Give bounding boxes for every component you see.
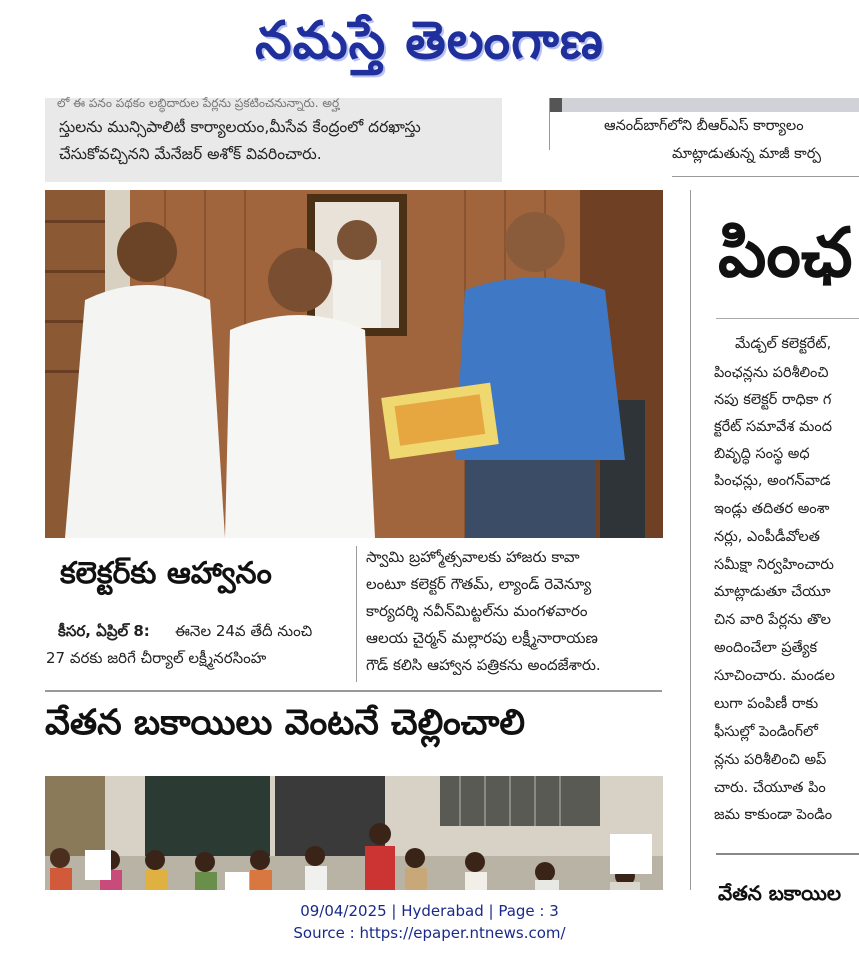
article-text-line: కార్యదర్శి నవీన్‌మిట్టల్‌ను మంగళవారం — [366, 602, 588, 620]
edition-info: 09/04/2025 | Hyderabad | Page : 3 — [300, 902, 559, 920]
photo-edge — [550, 98, 859, 112]
article-headline: వేతన బకాయిలు వెంటనే చెల్లించాలి — [45, 703, 525, 743]
snippet-line: చేసుకోవచ్చినని మేనేజర్ అశోక్ వివరించారు. — [59, 145, 322, 163]
cut-headline: వేతన బకాయిల — [718, 881, 842, 905]
article-text-line: పింఛన్లు, అంగన్‌వాడ — [714, 473, 831, 489]
article-text-line: ఫీసుల్లో పెండింగ్‌లో — [714, 724, 818, 740]
newspaper-title: నమస్తే తెలంగాణ — [255, 11, 604, 71]
article-text-line: అందించేలా ప్రత్యేక — [714, 640, 818, 656]
snippet-line: స్తులను మున్సిపాలిటీ కార్యాలయం,మీసేవ కేంద్రంలో దరఖాస్తు — [59, 118, 421, 136]
article-text-line: లంటూ కలెక్టర్ గౌతమ్, ల్యాండ్ రెవెన్యూ — [366, 575, 592, 593]
cut-text-line: లో ఈ పనం పథకం లబ్ధిదారుల పేర్లను ప్రకటించనున్నారు. అర్హ — [57, 96, 340, 110]
photo-caption: మాట్లాడుతున్న మాజీ కార్ప — [672, 146, 821, 162]
article-text-line: గౌడ్ కలిసి ఆహ్వాన పత్రికను అందజేశారు. — [366, 656, 601, 674]
photo-illustration — [45, 776, 663, 890]
column-divider — [549, 98, 550, 150]
article-text-line: సూచించారు. మండల — [714, 668, 835, 684]
article-text-line: ఈనెల 24వ తేదీ నుంచి — [175, 622, 313, 640]
news-photo — [45, 776, 663, 890]
article-text-line: సమీక్షా నిర్వహించారు — [714, 557, 834, 573]
dateline: కీసర, ఏప్రిల్ 8: — [58, 622, 150, 640]
article-text-line: 27 వరకు జరిగే చీర్యాల్ లక్ష్మీనరసింహ — [46, 649, 267, 667]
section-rule — [716, 318, 859, 319]
article-text-line: చారు. చేయూత పిం — [714, 780, 826, 796]
article-text-line: స్వామి బ్రహ్మోత్సవాలకు హాజరు కావా — [366, 548, 580, 566]
article-text-line: ఇండ్లు తదితర అంశా — [714, 501, 830, 517]
article-text-line: న్లను పరిశీలించి అప్ — [714, 752, 827, 768]
article-headline: పింఛ — [718, 214, 853, 293]
caption-rule — [672, 176, 859, 177]
article-headline: కలెక్టర్‌కు ఆహ్వానం — [60, 556, 272, 591]
article-text-line: లుగా పంపిణీ రాకు — [714, 696, 819, 712]
photo-illustration — [45, 190, 663, 538]
article-text-line: పింఛన్లను పరిశీలించి — [714, 365, 829, 381]
photo-caption: ఆనంద్‌బాగ్‌లోని బీఆర్‌ఎస్ కార్యాలం — [604, 118, 804, 134]
article-text-line: నర్లు, ఎంపీడీవోలత — [714, 529, 820, 545]
previous-article-snippet — [45, 98, 502, 182]
article-text-line: మాట్లాడుతూ చేయూ — [714, 584, 831, 600]
article-text-line: మేడ్చల్ కలెక్టరేట్, — [735, 336, 832, 352]
section-rule — [45, 690, 662, 692]
source-link[interactable]: Source : https://epaper.ntnews.com/ — [293, 924, 566, 942]
article-text-line: చిన వారి పేర్లను తొల — [714, 612, 831, 628]
article-text-line: బివృద్ధి సంస్థ అధ — [714, 446, 810, 462]
article-text-line: నపు కలెక్టర్ రాధికా గ — [714, 392, 832, 408]
news-photo — [45, 190, 663, 538]
column-divider — [690, 190, 691, 890]
article-text-line: జమ కాకుండా పెండిం — [714, 807, 833, 823]
article-text-line: క్టరేట్ సమావేశ మంద — [714, 419, 832, 435]
article-text-line: ఆలయ చైర్మన్ మల్లారపు లక్ష్మీనారాయణ — [366, 629, 598, 647]
masthead — [0, 0, 859, 92]
section-rule — [716, 853, 859, 855]
page-footer — [0, 900, 859, 944]
column-divider — [356, 546, 357, 682]
